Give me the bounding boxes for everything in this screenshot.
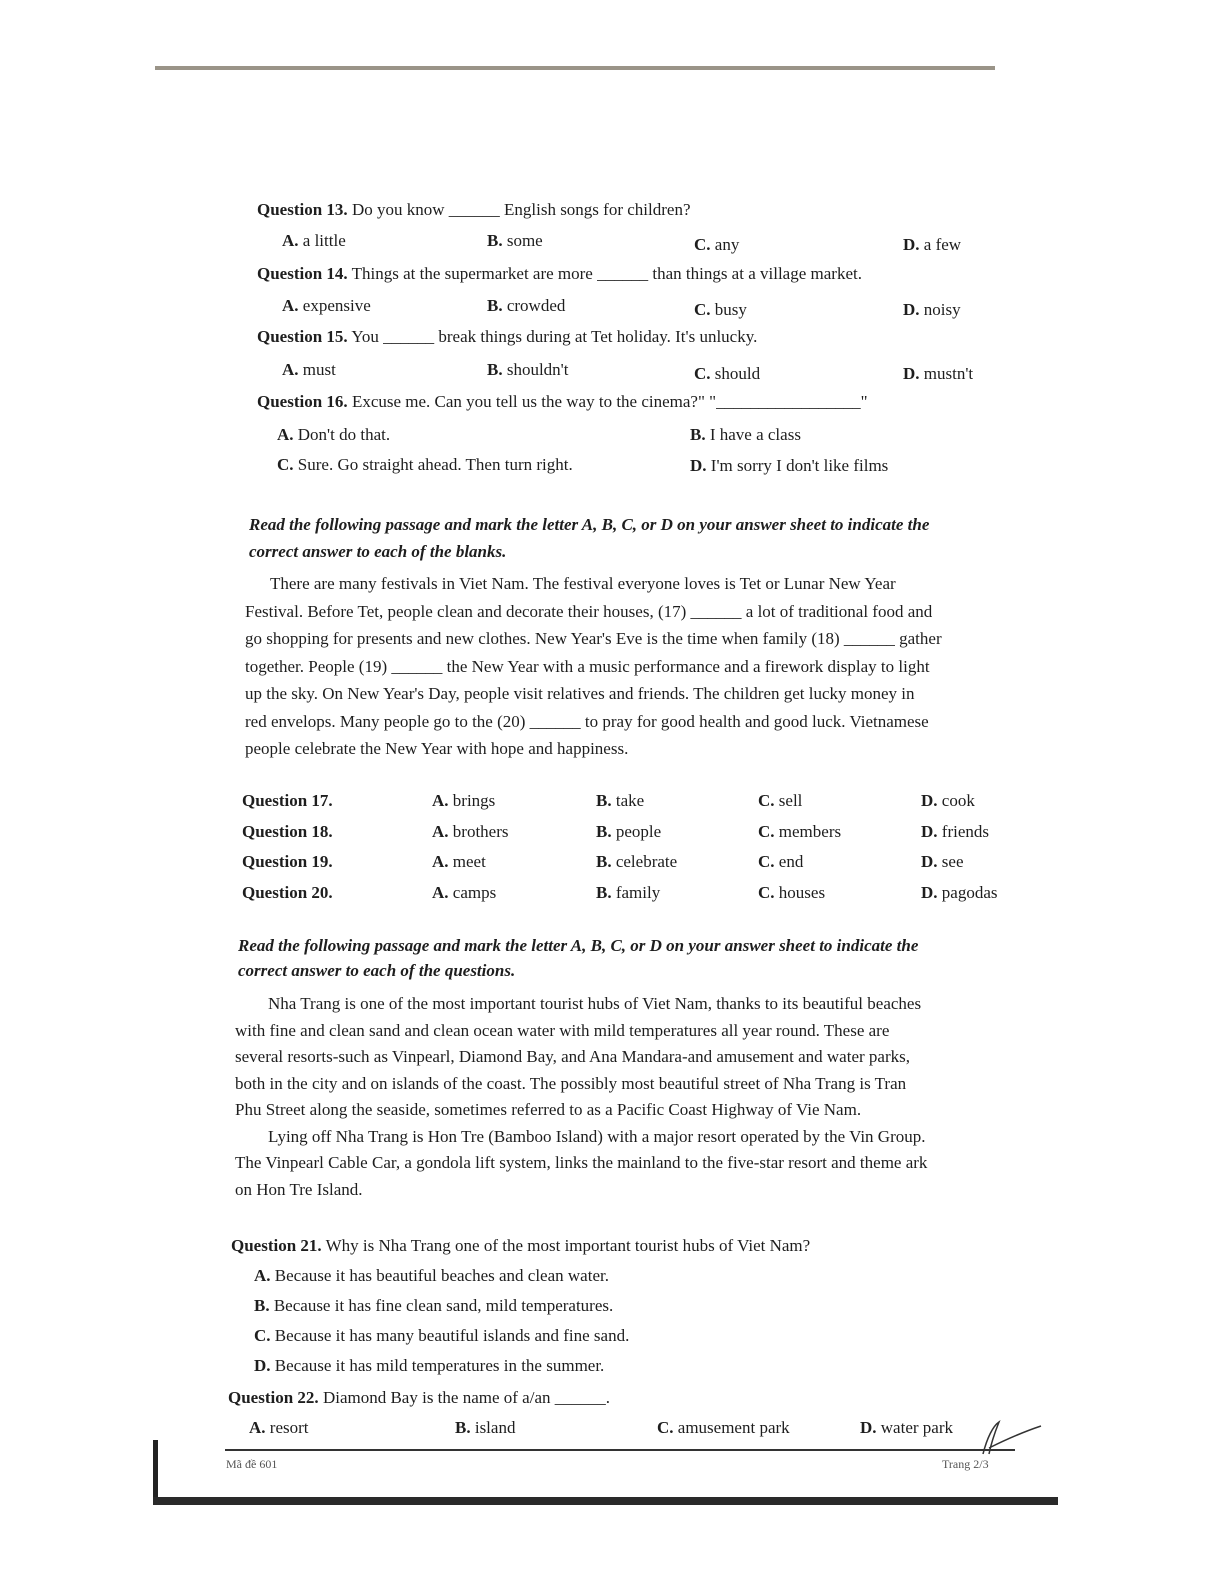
- table-question: [242, 822, 333, 842]
- label: C.: [758, 791, 775, 810]
- option: [694, 364, 760, 384]
- label: D.: [921, 821, 938, 841]
- option: [903, 300, 961, 320]
- footer-code: [226, 1454, 277, 1474]
- text: Things at the supermarket are more ______ than things at a village market.: [351, 264, 862, 283]
- label: D.: [903, 364, 920, 383]
- instruction: [238, 961, 515, 981]
- text: crowded: [506, 296, 566, 315]
- text: correct answer to each of the blanks.: [249, 542, 507, 561]
- instruction: [249, 515, 929, 535]
- text: The Vinpearl Cable Car, a gondola lift system, links the mainland to the five-star resort and theme ark: [235, 1153, 928, 1172]
- label: C.: [657, 1418, 674, 1437]
- label: B.: [254, 1296, 270, 1315]
- label: D.: [921, 882, 938, 902]
- option: [254, 1356, 604, 1376]
- scan-left-edge: [153, 1440, 158, 1505]
- label: A.: [282, 296, 299, 315]
- text: friends: [941, 821, 989, 841]
- label: D.: [921, 852, 938, 871]
- text: Nha Trang is one of the most important tourist hubs of Viet Nam, thanks to its beautiful beaches: [268, 994, 922, 1013]
- label: C.: [694, 235, 711, 254]
- label: C.: [277, 455, 294, 474]
- instruction: [249, 542, 506, 562]
- text: resort: [269, 1418, 309, 1437]
- text: Because it has many beautiful islands and fine sand.: [274, 1326, 630, 1345]
- passage-line: [235, 1100, 861, 1120]
- label: C.: [694, 364, 711, 383]
- passage-line: [245, 684, 915, 704]
- text: red envelops. Many people go to the (20) ______ to pray for good health and good luck. Vietnamese: [245, 711, 929, 731]
- label: A.: [282, 231, 299, 250]
- text: Because it has fine clean sand, mild temperatures.: [273, 1296, 614, 1315]
- label: C.: [254, 1326, 271, 1345]
- label: B.: [596, 821, 612, 841]
- option: [903, 235, 961, 255]
- text: must: [302, 360, 336, 379]
- label: C.: [694, 300, 711, 319]
- text: houses: [778, 882, 826, 902]
- label: Question 17.: [242, 791, 333, 810]
- text: Because it has mild temperatures in the summer.: [274, 1356, 605, 1375]
- passage-line: [235, 1047, 910, 1067]
- option: [694, 235, 739, 255]
- text: busy: [714, 300, 747, 319]
- text: mustn't: [923, 364, 974, 383]
- text: some: [506, 231, 543, 250]
- question-15: [257, 327, 757, 347]
- text: Phu Street along the seaside, sometimes referred to as a Pacific Coast Highway of Vie Nam.: [235, 1100, 862, 1119]
- option: [487, 296, 565, 316]
- label: A.: [432, 852, 449, 871]
- option: [690, 456, 888, 476]
- label: Question 13.: [257, 200, 348, 219]
- text: shouldn't: [506, 360, 569, 379]
- passage-line: [245, 739, 628, 759]
- text: camps: [452, 882, 497, 902]
- label: D.: [921, 791, 938, 810]
- label: B.: [487, 360, 503, 379]
- text: Mã đề 601: [226, 1457, 278, 1471]
- label: B.: [596, 882, 612, 902]
- text: Why is Nha Trang one of the most important tourist hubs of Viet Nam?: [325, 1236, 811, 1255]
- label: B.: [455, 1418, 471, 1437]
- text: correct answer to each of the questions.: [238, 961, 516, 980]
- text: any: [714, 235, 740, 254]
- option: [596, 791, 644, 811]
- option: [277, 455, 573, 475]
- text: I'm sorry I don't like films: [710, 456, 889, 475]
- question-21: [231, 1236, 810, 1256]
- label: B.: [690, 425, 706, 444]
- option: [758, 791, 802, 811]
- label: A.: [282, 360, 299, 379]
- table-question: [242, 791, 333, 811]
- text: Sure. Go straight ahead. Then turn right.: [297, 455, 573, 474]
- label: Question 20.: [242, 882, 333, 902]
- label: Question 21.: [231, 1236, 322, 1255]
- footer-divider: [225, 1449, 1015, 1451]
- text: a few: [923, 235, 962, 254]
- text: people: [615, 821, 662, 841]
- text: Trang 2/3: [942, 1457, 989, 1471]
- option: [860, 1418, 953, 1438]
- text: see: [941, 852, 964, 871]
- label: A.: [254, 1266, 271, 1285]
- passage-line: [235, 1074, 906, 1094]
- text: Diamond Bay is the name of a/an ______.: [322, 1388, 610, 1407]
- label: D.: [254, 1356, 271, 1375]
- option: [903, 364, 973, 384]
- text: amusement park: [677, 1418, 790, 1437]
- passage-line: [235, 1153, 927, 1173]
- label: C.: [758, 821, 775, 841]
- label: B.: [487, 231, 503, 250]
- option: [921, 852, 964, 872]
- passage-line: [235, 1021, 889, 1041]
- passage-line: [268, 994, 921, 1014]
- scan-top-edge: [155, 66, 995, 70]
- label: Question 15.: [257, 327, 348, 346]
- label: Question 14.: [257, 264, 348, 283]
- text: should: [714, 364, 761, 383]
- option: [921, 883, 998, 903]
- passage-line: [245, 602, 932, 622]
- passage-line: [245, 712, 929, 732]
- text: people celebrate the New Year with hope and happiness.: [245, 739, 629, 758]
- label: A.: [249, 1418, 266, 1437]
- label: A.: [432, 882, 449, 902]
- text: There are many festivals in Viet Nam. The festival everyone loves is Tet or Lunar New Year: [270, 574, 896, 593]
- label: A.: [277, 425, 294, 444]
- text: cook: [941, 791, 975, 810]
- text: members: [778, 821, 842, 841]
- option: [254, 1326, 629, 1346]
- text: brings: [452, 791, 496, 810]
- option: [758, 883, 825, 903]
- option: [432, 883, 496, 903]
- label: Question 19.: [242, 852, 333, 871]
- text: meet: [452, 852, 486, 871]
- option: [487, 231, 543, 251]
- label: D.: [903, 235, 920, 254]
- option: [596, 822, 661, 842]
- label: D.: [690, 456, 707, 475]
- option: [690, 425, 801, 445]
- option: [282, 231, 346, 251]
- text: both in the city and on islands of the coast. The possibly most beautiful street of Nha Trang is Tran: [235, 1073, 907, 1093]
- text: Because it has beautiful beaches and clean water.: [274, 1266, 609, 1285]
- passage-line: [270, 574, 896, 594]
- option: [432, 791, 495, 811]
- text: with fine and clean sand and clean ocean water with mild temperatures all year round. These are: [235, 1020, 890, 1040]
- label: A.: [432, 791, 449, 810]
- option: [432, 822, 509, 842]
- option: [596, 883, 660, 903]
- option: [657, 1418, 790, 1438]
- option: [921, 791, 975, 811]
- label: C.: [758, 882, 775, 902]
- option: [758, 852, 803, 872]
- label: D.: [860, 1418, 877, 1437]
- option: [254, 1266, 609, 1286]
- text: family: [615, 882, 661, 902]
- passage-line: [245, 657, 930, 677]
- label: B.: [487, 296, 503, 315]
- label: A.: [432, 821, 449, 841]
- text: You ______ break things during at Tet holiday. It's unlucky.: [351, 327, 758, 346]
- text: Don't do that.: [297, 425, 391, 444]
- option: [455, 1418, 515, 1438]
- option: [758, 822, 841, 842]
- instruction: [238, 936, 918, 956]
- label: B.: [596, 791, 612, 810]
- text: island: [474, 1418, 516, 1437]
- text: together. People (19) ______ the New Year with a music performance and a firework display to light: [245, 656, 930, 676]
- passage-line: [235, 1180, 363, 1200]
- option: [694, 300, 747, 320]
- table-question: [242, 883, 333, 903]
- table-question: [242, 852, 333, 872]
- option: [487, 360, 568, 380]
- scan-bottom-edge: [153, 1497, 1058, 1505]
- option: [282, 360, 336, 380]
- option: [277, 425, 390, 445]
- label: C.: [758, 852, 775, 871]
- option: [282, 296, 371, 316]
- text: up the sky. On New Year's Day, people visit relatives and friends. The children get lucky money in: [245, 684, 915, 703]
- text: a little: [302, 231, 346, 250]
- text: Excuse me. Can you tell us the way to the cinema?" "_________________": [351, 392, 868, 411]
- text: Festival. Before Tet, people clean and decorate their houses, (17) ______ a lot of traditional food and: [245, 601, 933, 621]
- text: celebrate: [615, 852, 678, 871]
- question-22: [228, 1388, 610, 1408]
- text: water park: [880, 1418, 953, 1437]
- text: sell: [778, 791, 803, 810]
- text: I have a class: [709, 425, 801, 444]
- text: several resorts-such as Vinpearl, Diamond Bay, and Ana Mandara-and amusement and water parks,: [235, 1047, 910, 1066]
- text: expensive: [302, 296, 371, 315]
- label: Question 18.: [242, 821, 333, 841]
- passage-line: [245, 629, 942, 649]
- option: [249, 1418, 309, 1438]
- passage-line: [268, 1127, 926, 1147]
- question-16: [257, 392, 868, 412]
- option: [254, 1296, 613, 1316]
- text: pagodas: [941, 882, 998, 902]
- option: [921, 822, 989, 842]
- question-13: [257, 200, 691, 220]
- label: Question 22.: [228, 1388, 319, 1407]
- text: end: [778, 852, 804, 871]
- option: [432, 852, 486, 872]
- text: go shopping for presents and new clothes. New Year's Eve is the time when family (18) ______ gather: [245, 629, 942, 648]
- text: take: [615, 791, 645, 810]
- label: Question 16.: [257, 392, 348, 411]
- question-14: [257, 264, 862, 284]
- label: D.: [903, 300, 920, 319]
- text: Lying off Nha Trang is Hon Tre (Bamboo Island) with a major resort operated by the Vin Group.: [268, 1126, 926, 1146]
- text: Do you know ______ English songs for children?: [351, 200, 691, 219]
- signature-icon: [975, 1418, 1045, 1458]
- text: Read the following passage and mark the letter A, B, C, or D on your answer sheet to indicate the: [238, 936, 919, 955]
- text: on Hon Tre Island.: [235, 1179, 363, 1199]
- text: brothers: [452, 821, 509, 841]
- label: B.: [596, 852, 612, 871]
- text: noisy: [923, 300, 961, 319]
- option: [596, 852, 677, 872]
- text: Read the following passage and mark the letter A, B, C, or D on your answer sheet to indicate the: [249, 515, 930, 534]
